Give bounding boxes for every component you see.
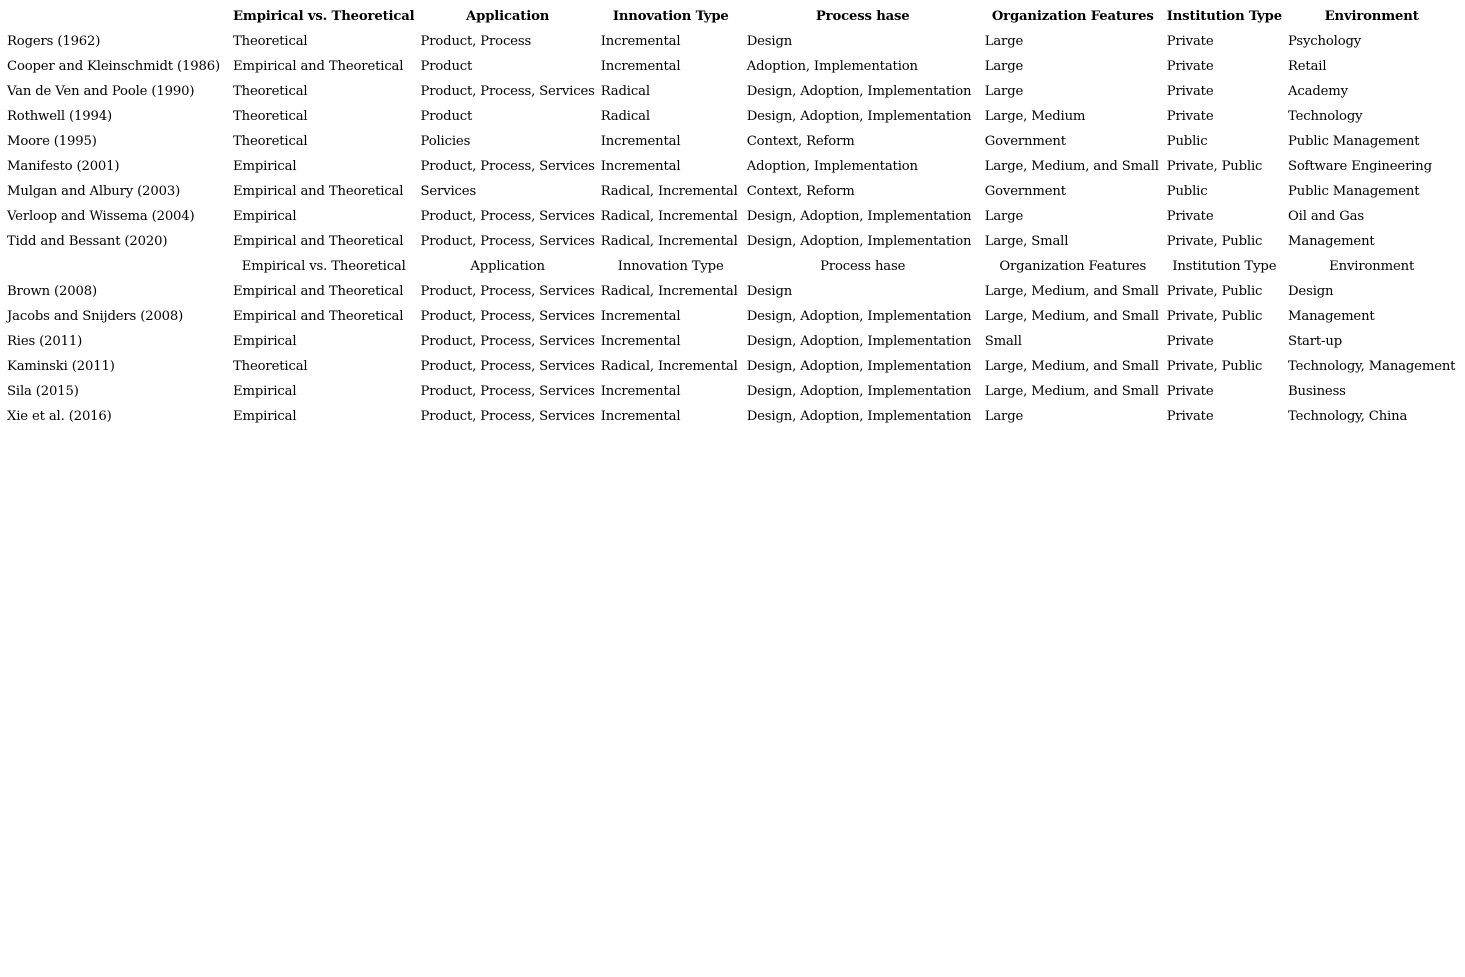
cell-reference: Van de Ven and Poole (1990) — [7, 84, 195, 99]
cell-empirical-vs-theoretical: Empirical — [233, 384, 297, 399]
cell-process-phase: Design — [746, 284, 793, 299]
cell-application: Product, Process, Services — [420, 159, 595, 174]
header-cell-process-phase: Process hase — [820, 259, 906, 274]
cell-environment: Oil and Gas — [1288, 209, 1364, 224]
cell-organization-features: Government — [984, 134, 1066, 149]
table-row — [4, 29, 1458, 54]
cell-innovation-type: Radical, Incremental — [600, 234, 738, 249]
cell-organization-features: Large — [984, 209, 1024, 224]
cell-process-phase: Context, Reform — [746, 184, 855, 199]
header-cell-organization-features: Organization Features — [991, 9, 1154, 24]
cell-process-phase: Adoption, Implementation — [746, 59, 918, 74]
cell-process-phase: Context, Reform — [746, 134, 855, 149]
cell-process-phase: Design, Adoption, Implementation — [746, 384, 972, 399]
cell-reference: Mulgan and Albury (2003) — [7, 184, 181, 199]
cell-innovation-type: Incremental — [600, 34, 681, 49]
cell-empirical-vs-theoretical: Theoretical — [233, 84, 308, 99]
cell-empirical-vs-theoretical: Empirical and Theoretical — [233, 59, 404, 74]
header-row-primary — [4, 4, 1458, 29]
cell-empirical-vs-theoretical: Empirical and Theoretical — [233, 309, 404, 324]
cell-reference: Cooper and Kleinschmidt (1986) — [7, 59, 220, 74]
table-row — [4, 329, 1458, 354]
cell-environment: Technology — [1288, 109, 1363, 124]
cell-application: Policies — [420, 134, 471, 149]
cell-environment: Public Management — [1288, 184, 1420, 199]
cell-application: Product — [420, 109, 473, 124]
cell-organization-features: Large — [984, 34, 1024, 49]
cell-empirical-vs-theoretical: Empirical — [233, 209, 297, 224]
header-cell-environment: Environment — [1329, 259, 1415, 274]
header-cell-institution-type: Institution Type — [1172, 259, 1277, 274]
header-cell-organization-features: Organization Features — [999, 259, 1147, 274]
cell-reference: Kaminski (2011) — [7, 359, 115, 374]
cell-empirical-vs-theoretical: Theoretical — [233, 359, 308, 374]
cell-innovation-type: Radical, Incremental — [600, 284, 738, 299]
cell-environment: Start-up — [1288, 334, 1342, 349]
cell-environment: Public Management — [1288, 134, 1420, 149]
cell-process-phase: Design, Adoption, Implementation — [746, 209, 972, 224]
cell-process-phase: Design — [746, 34, 793, 49]
cell-innovation-type: Incremental — [600, 159, 681, 174]
cell-reference: Sila (2015) — [7, 384, 79, 399]
header-cell-institution-type: Institution Type — [1166, 9, 1282, 24]
cell-reference: Moore (1995) — [7, 134, 97, 149]
cell-application: Product, Process, Services — [420, 284, 595, 299]
cell-reference: Xie et al. (2016) — [7, 409, 112, 424]
cell-process-phase: Design, Adoption, Implementation — [746, 109, 972, 124]
cell-process-phase: Design, Adoption, Implementation — [746, 234, 972, 249]
cell-environment: Academy — [1288, 84, 1348, 99]
cell-innovation-type: Incremental — [600, 409, 681, 424]
header-cell-application: Application — [466, 9, 550, 24]
cell-empirical-vs-theoretical: Theoretical — [233, 109, 308, 124]
cell-institution-type: Private, Public — [1166, 234, 1263, 249]
cell-process-phase: Adoption, Implementation — [746, 159, 918, 174]
cell-environment: Business — [1288, 384, 1346, 399]
table-row — [4, 129, 1458, 154]
cell-empirical-vs-theoretical: Empirical and Theoretical — [233, 284, 404, 299]
header-cell-empirical-vs-theoretical: Empirical vs. Theoretical — [241, 259, 406, 274]
cell-institution-type: Private — [1166, 209, 1214, 224]
cell-innovation-type: Radical — [600, 84, 650, 99]
cell-empirical-vs-theoretical: Theoretical — [233, 34, 308, 49]
cell-innovation-type: Incremental — [600, 134, 681, 149]
cell-empirical-vs-theoretical: Empirical and Theoretical — [233, 234, 404, 249]
cell-application: Services — [420, 184, 477, 199]
cell-institution-type: Private, Public — [1166, 359, 1263, 374]
cell-institution-type: Private, Public — [1166, 284, 1263, 299]
table-body — [4, 4, 1458, 429]
table-row — [4, 404, 1458, 429]
header-cell-application: Application — [470, 259, 545, 274]
cell-empirical-vs-theoretical: Empirical — [233, 334, 297, 349]
cell-environment: Software Engineering — [1288, 159, 1432, 174]
cell-environment: Psychology — [1288, 34, 1362, 49]
cell-organization-features: Large, Medium, and Small — [984, 384, 1159, 399]
header-cell-blank — [4, 4, 230, 29]
cell-application: Product, Process — [420, 34, 532, 49]
cell-reference: Manifesto (2001) — [7, 159, 120, 174]
header-cell-blank — [4, 254, 230, 279]
cell-innovation-type: Incremental — [600, 309, 681, 324]
table-row — [4, 304, 1458, 329]
cell-institution-type: Public — [1166, 134, 1208, 149]
cell-organization-features: Large, Medium, and Small — [984, 159, 1159, 174]
cell-empirical-vs-theoretical: Empirical — [233, 409, 297, 424]
cell-institution-type: Private, Public — [1166, 159, 1263, 174]
cell-innovation-type: Incremental — [600, 59, 681, 74]
table-row — [4, 229, 1458, 254]
table-row — [4, 54, 1458, 79]
header-cell-environment: Environment — [1324, 9, 1419, 24]
cell-organization-features: Small — [984, 334, 1022, 349]
cell-innovation-type: Radical, Incremental — [600, 359, 738, 374]
cell-institution-type: Private — [1166, 84, 1214, 99]
cell-empirical-vs-theoretical: Theoretical — [233, 134, 308, 149]
cell-reference: Jacobs and Snijders (2008) — [7, 309, 184, 324]
cell-innovation-type: Radical, Incremental — [600, 209, 738, 224]
header-cell-innovation-type: Innovation Type — [612, 9, 729, 24]
cell-institution-type: Private — [1166, 384, 1214, 399]
table-row — [4, 204, 1458, 229]
cell-institution-type: Public — [1166, 184, 1208, 199]
cell-institution-type: Private — [1166, 334, 1214, 349]
cell-innovation-type: Radical, Incremental — [600, 184, 738, 199]
cell-environment: Design — [1288, 284, 1334, 299]
cell-organization-features: Large — [984, 409, 1024, 424]
cell-environment: Technology, China — [1288, 409, 1408, 424]
cell-institution-type: Private — [1166, 109, 1214, 124]
cell-innovation-type: Incremental — [600, 334, 681, 349]
header-cell-innovation-type: Innovation Type — [617, 259, 724, 274]
table-row — [4, 354, 1458, 379]
cell-organization-features: Large, Medium, and Small — [984, 284, 1159, 299]
table-row — [4, 79, 1458, 104]
cell-application: Product, Process, Services — [420, 209, 595, 224]
cell-process-phase: Design, Adoption, Implementation — [746, 84, 972, 99]
cell-application: Product, Process, Services — [420, 84, 595, 99]
cell-empirical-vs-theoretical: Empirical and Theoretical — [233, 184, 404, 199]
cell-empirical-vs-theoretical: Empirical — [233, 159, 297, 174]
table-row — [4, 179, 1458, 204]
cell-environment: Retail — [1288, 59, 1327, 74]
cell-process-phase: Design, Adoption, Implementation — [746, 359, 972, 374]
cell-reference: Rothwell (1994) — [7, 109, 112, 124]
cell-institution-type: Private — [1166, 409, 1214, 424]
cell-organization-features: Large, Small — [984, 234, 1069, 249]
cell-application: Product, Process, Services — [420, 384, 595, 399]
cell-institution-type: Private — [1166, 59, 1214, 74]
table-row — [4, 154, 1458, 179]
cell-process-phase: Design, Adoption, Implementation — [746, 409, 972, 424]
cell-organization-features: Large, Medium — [984, 109, 1086, 124]
cell-innovation-type: Radical — [600, 109, 650, 124]
cell-application: Product, Process, Services — [420, 334, 595, 349]
cell-environment: Management — [1288, 234, 1375, 249]
table-row — [4, 379, 1458, 404]
cell-innovation-type: Incremental — [600, 384, 681, 399]
cell-application: Product, Process, Services — [420, 234, 595, 249]
cell-application: Product, Process, Services — [420, 309, 595, 324]
table-row — [4, 279, 1458, 304]
cell-application: Product, Process, Services — [420, 359, 595, 374]
cell-reference: Verloop and Wissema (2004) — [7, 209, 195, 224]
literature-comparison-table — [4, 4, 1458, 429]
cell-process-phase: Design, Adoption, Implementation — [746, 334, 972, 349]
cell-application: Product, Process, Services — [420, 409, 595, 424]
header-cell-empirical-vs-theoretical: Empirical vs. Theoretical — [233, 9, 415, 24]
cell-reference: Rogers (1962) — [7, 34, 101, 49]
cell-application: Product — [420, 59, 473, 74]
cell-organization-features: Large, Medium, and Small — [984, 309, 1159, 324]
cell-institution-type: Private, Public — [1166, 309, 1263, 324]
cell-reference: Tidd and Bessant (2020) — [7, 234, 168, 249]
header-row-secondary — [4, 254, 1458, 279]
header-cell-process-phase: Process hase — [815, 9, 910, 24]
cell-reference: Brown (2008) — [7, 284, 97, 299]
table-row — [4, 104, 1458, 129]
cell-organization-features: Large — [984, 59, 1024, 74]
cell-reference: Ries (2011) — [7, 334, 83, 349]
cell-institution-type: Private — [1166, 34, 1214, 49]
cell-organization-features: Large, Medium, and Small — [984, 359, 1159, 374]
cell-organization-features: Large — [984, 84, 1024, 99]
cell-process-phase: Design, Adoption, Implementation — [746, 309, 972, 324]
cell-environment: Technology, Management — [1288, 359, 1456, 374]
cell-environment: Management — [1288, 309, 1375, 324]
cell-organization-features: Government — [984, 184, 1066, 199]
